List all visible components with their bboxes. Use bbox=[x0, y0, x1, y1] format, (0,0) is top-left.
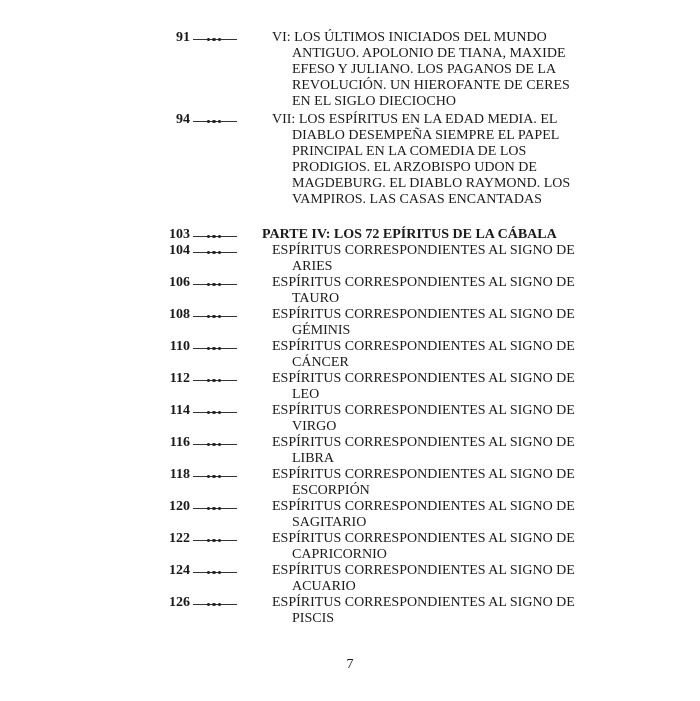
leader-ornament-icon bbox=[193, 507, 237, 510]
toc-entry-title: ESPÍRITUS CORRESPONDIENTES AL SIGNO DE VIRGO bbox=[272, 403, 575, 434]
toc-entry bbox=[0, 595, 700, 627]
leader-ornament-icon bbox=[193, 475, 237, 478]
toc-page-number: 91 bbox=[176, 30, 190, 45]
toc-entry bbox=[0, 371, 700, 403]
toc-page-number: 116 bbox=[169, 435, 190, 450]
toc-page-number: 104 bbox=[169, 243, 190, 258]
toc-page-number: 120 bbox=[169, 499, 190, 514]
toc-page-number: 112 bbox=[169, 371, 190, 386]
leader-ornament-icon bbox=[193, 571, 237, 574]
toc-entry-title: ESPÍRITUS CORRESPONDIENTES AL SIGNO DE ESCORPIÓN bbox=[272, 467, 575, 498]
toc-entry-title: ESPÍRITUS CORRESPONDIENTES AL SIGNO DE CAPRICORNIO bbox=[272, 531, 575, 562]
toc-entry bbox=[0, 467, 700, 499]
toc-entry-title: ESPÍRITUS CORRESPONDIENTES AL SIGNO DE TAURO bbox=[272, 275, 575, 306]
leader-ornament-icon bbox=[193, 38, 237, 41]
toc-entry bbox=[0, 112, 700, 208]
table-of-contents bbox=[0, 30, 700, 627]
toc-page-number: 108 bbox=[169, 307, 190, 322]
leader-ornament-icon bbox=[193, 411, 237, 414]
leader-ornament-icon bbox=[193, 120, 237, 123]
leader-ornament-icon bbox=[193, 315, 237, 318]
toc-entry-title: ESPÍRITUS CORRESPONDIENTES AL SIGNO DE LIBRA bbox=[272, 435, 575, 466]
toc-entry bbox=[0, 531, 700, 563]
toc-page-number: 110 bbox=[169, 339, 190, 354]
toc-entry-title: ESPÍRITUS CORRESPONDIENTES AL SIGNO DE SAGITARIO bbox=[272, 499, 575, 530]
toc-entry-title: ESPÍRITUS CORRESPONDIENTES AL SIGNO DE ACUARIO bbox=[272, 563, 575, 594]
leader-ornament-icon bbox=[193, 603, 237, 606]
toc-entry bbox=[0, 499, 700, 531]
toc-entry-title: VI: LOS ÚLTIMOS INICIADOS DEL MUNDO ANTIGUO. APOLONIO DE TIANA, MAXIDE EFESO Y JULIANO. LOS PAGANOS DE LA REVOLUCIÓN. UN HIEROFANTE DE CERES EN EL SIGLO DIECIOCHO bbox=[272, 30, 570, 109]
leader-ornament-icon bbox=[193, 235, 237, 238]
toc-entry bbox=[0, 307, 700, 339]
toc-entry-title: ESPÍRITUS CORRESPONDIENTES AL SIGNO DE LEO bbox=[272, 371, 575, 402]
toc-page-number: 126 bbox=[169, 595, 190, 610]
toc-page-number: 122 bbox=[169, 531, 190, 546]
toc-entry bbox=[0, 243, 700, 275]
toc-page-number: 94 bbox=[176, 112, 190, 127]
toc-entry-title: ESPÍRITUS CORRESPONDIENTES AL SIGNO DE CÁNCER bbox=[272, 339, 575, 370]
toc-entry bbox=[0, 339, 700, 371]
leader-ornament-icon bbox=[193, 379, 237, 382]
toc-entry bbox=[0, 403, 700, 435]
toc-entry bbox=[0, 435, 700, 467]
toc-entry-title: ESPÍRITUS CORRESPONDIENTES AL SIGNO DE GÉMINIS bbox=[272, 307, 575, 338]
toc-entry bbox=[0, 563, 700, 595]
toc-page-number: 114 bbox=[169, 403, 190, 418]
leader-ornament-icon bbox=[193, 539, 237, 542]
leader-ornament-icon bbox=[193, 251, 237, 254]
page-number: 7 bbox=[346, 657, 354, 672]
toc-page-number: 103 bbox=[169, 227, 190, 242]
toc-entry-title: ESPÍRITUS CORRESPONDIENTES AL SIGNO DE ARIES bbox=[272, 243, 575, 274]
toc-entry-title: ESPÍRITUS CORRESPONDIENTES AL SIGNO DE PISCIS bbox=[272, 595, 575, 626]
leader-ornament-icon bbox=[193, 347, 237, 350]
toc-page-number: 118 bbox=[169, 467, 190, 482]
toc-part-heading bbox=[0, 227, 700, 243]
toc-page-number: 124 bbox=[169, 563, 190, 578]
leader-ornament-icon bbox=[193, 443, 237, 446]
toc-entry bbox=[0, 275, 700, 307]
toc-part-title: PARTE IV: LOS 72 EPÍRITUS DE LA CÁBALA bbox=[262, 227, 557, 242]
toc-page-number: 106 bbox=[169, 275, 190, 290]
leader-ornament-icon bbox=[193, 283, 237, 286]
toc-entry bbox=[0, 30, 700, 110]
toc-entry-title: VII: LOS ESPÍRITUS EN LA EDAD MEDIA. EL DIABLO DESEMPEÑA SIEMPRE EL PAPEL PRINCIPAL EN LA COMEDIA DE LOS PRODIGIOS. EL ARZOBISPO UDON DE MAGDEBURG. EL DIABLO RAYMOND. LOS VAMPIROS. LAS CASAS ENCANTADAS bbox=[272, 112, 571, 207]
